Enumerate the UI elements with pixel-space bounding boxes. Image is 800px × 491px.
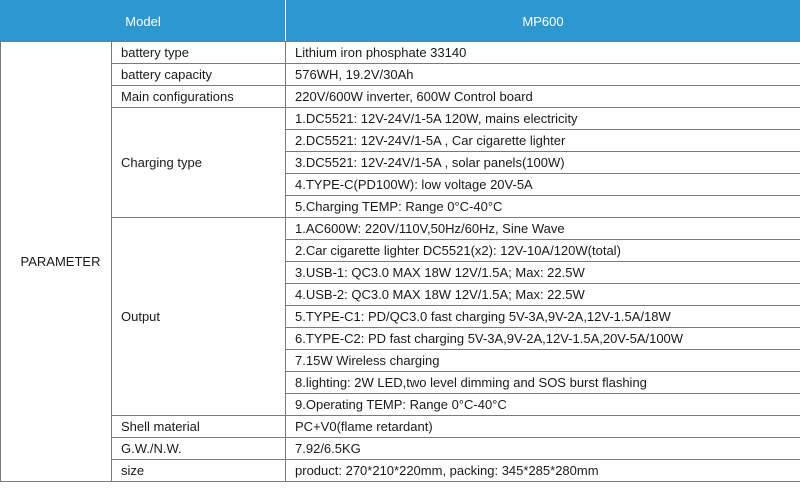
table-row <box>1 42 800 64</box>
row-value: PC+V0(flame retardant) <box>286 416 800 438</box>
charging-item: 2.DC5521: 12V-24V/1-5A , Car cigarette lighter <box>286 130 800 152</box>
charging-item: 3.DC5521: 12V-24V/1-5A , solar panels(100W) <box>286 152 800 174</box>
output-item: 8.lighting: 2W LED,two level dimming and SOS burst flashing <box>286 372 800 394</box>
model-header-label: Model <box>1 1 286 42</box>
charging-item: 1.DC5521: 12V-24V/1-5A 120W, mains electricity <box>286 108 800 130</box>
output-item: 6.TYPE-C2: PD fast charging 5V-3A,9V-2A,12V-1.5A,20V-5A/100W <box>286 328 800 350</box>
output-item: 7.15W Wireless charging <box>286 350 800 372</box>
table-row <box>1 438 800 460</box>
header-row <box>1 1 800 42</box>
parameter-section-label: PARAMETER <box>1 42 112 482</box>
output-item: 9.Operating TEMP: Range 0°C-40°C <box>286 394 800 416</box>
table-row <box>1 218 800 240</box>
row-value: 7.92/6.5KG <box>286 438 800 460</box>
output-item: 1.AC600W: 220V/110V,50Hz/60Hz, Sine Wave <box>286 218 800 240</box>
row-value: 220V/600W inverter, 600W Control board <box>286 86 800 108</box>
model-header-value: MP600 <box>286 1 800 42</box>
row-label: Main configurations <box>112 86 286 108</box>
output-item: 3.USB-1: QC3.0 MAX 18W 12V/1.5A; Max: 22.5W <box>286 262 800 284</box>
output-label: Output <box>112 218 286 416</box>
output-item: 4.USB-2: QC3.0 MAX 18W 12V/1.5A; Max: 22.5W <box>286 284 800 306</box>
charging-type-label: Charging type <box>112 108 286 218</box>
table-row <box>1 86 800 108</box>
row-label: Shell material <box>112 416 286 438</box>
table-row <box>1 108 800 130</box>
row-label: battery type <box>112 42 286 64</box>
charging-item: 5.Charging TEMP: Range 0°C-40°C <box>286 196 800 218</box>
row-label: battery capacity <box>112 64 286 86</box>
row-value: Lithium iron phosphate 33140 <box>286 42 800 64</box>
row-value: product: 270*210*220mm, packing: 345*285*280mm <box>286 460 800 482</box>
table-row <box>1 460 800 482</box>
table-row <box>1 64 800 86</box>
output-item: 5.TYPE-C1: PD/QC3.0 fast charging 5V-3A,9V-2A,12V-1.5A/18W <box>286 306 800 328</box>
row-label: size <box>112 460 286 482</box>
output-item: 2.Car cigarette lighter DC5521(x2): 12V-10A/120W(total) <box>286 240 800 262</box>
charging-item: 4.TYPE-C(PD100W): low voltage 20V-5A <box>286 174 800 196</box>
row-value: 576WH, 19.2V/30Ah <box>286 64 800 86</box>
table-row <box>1 416 800 438</box>
row-label: G.W./N.W. <box>112 438 286 460</box>
